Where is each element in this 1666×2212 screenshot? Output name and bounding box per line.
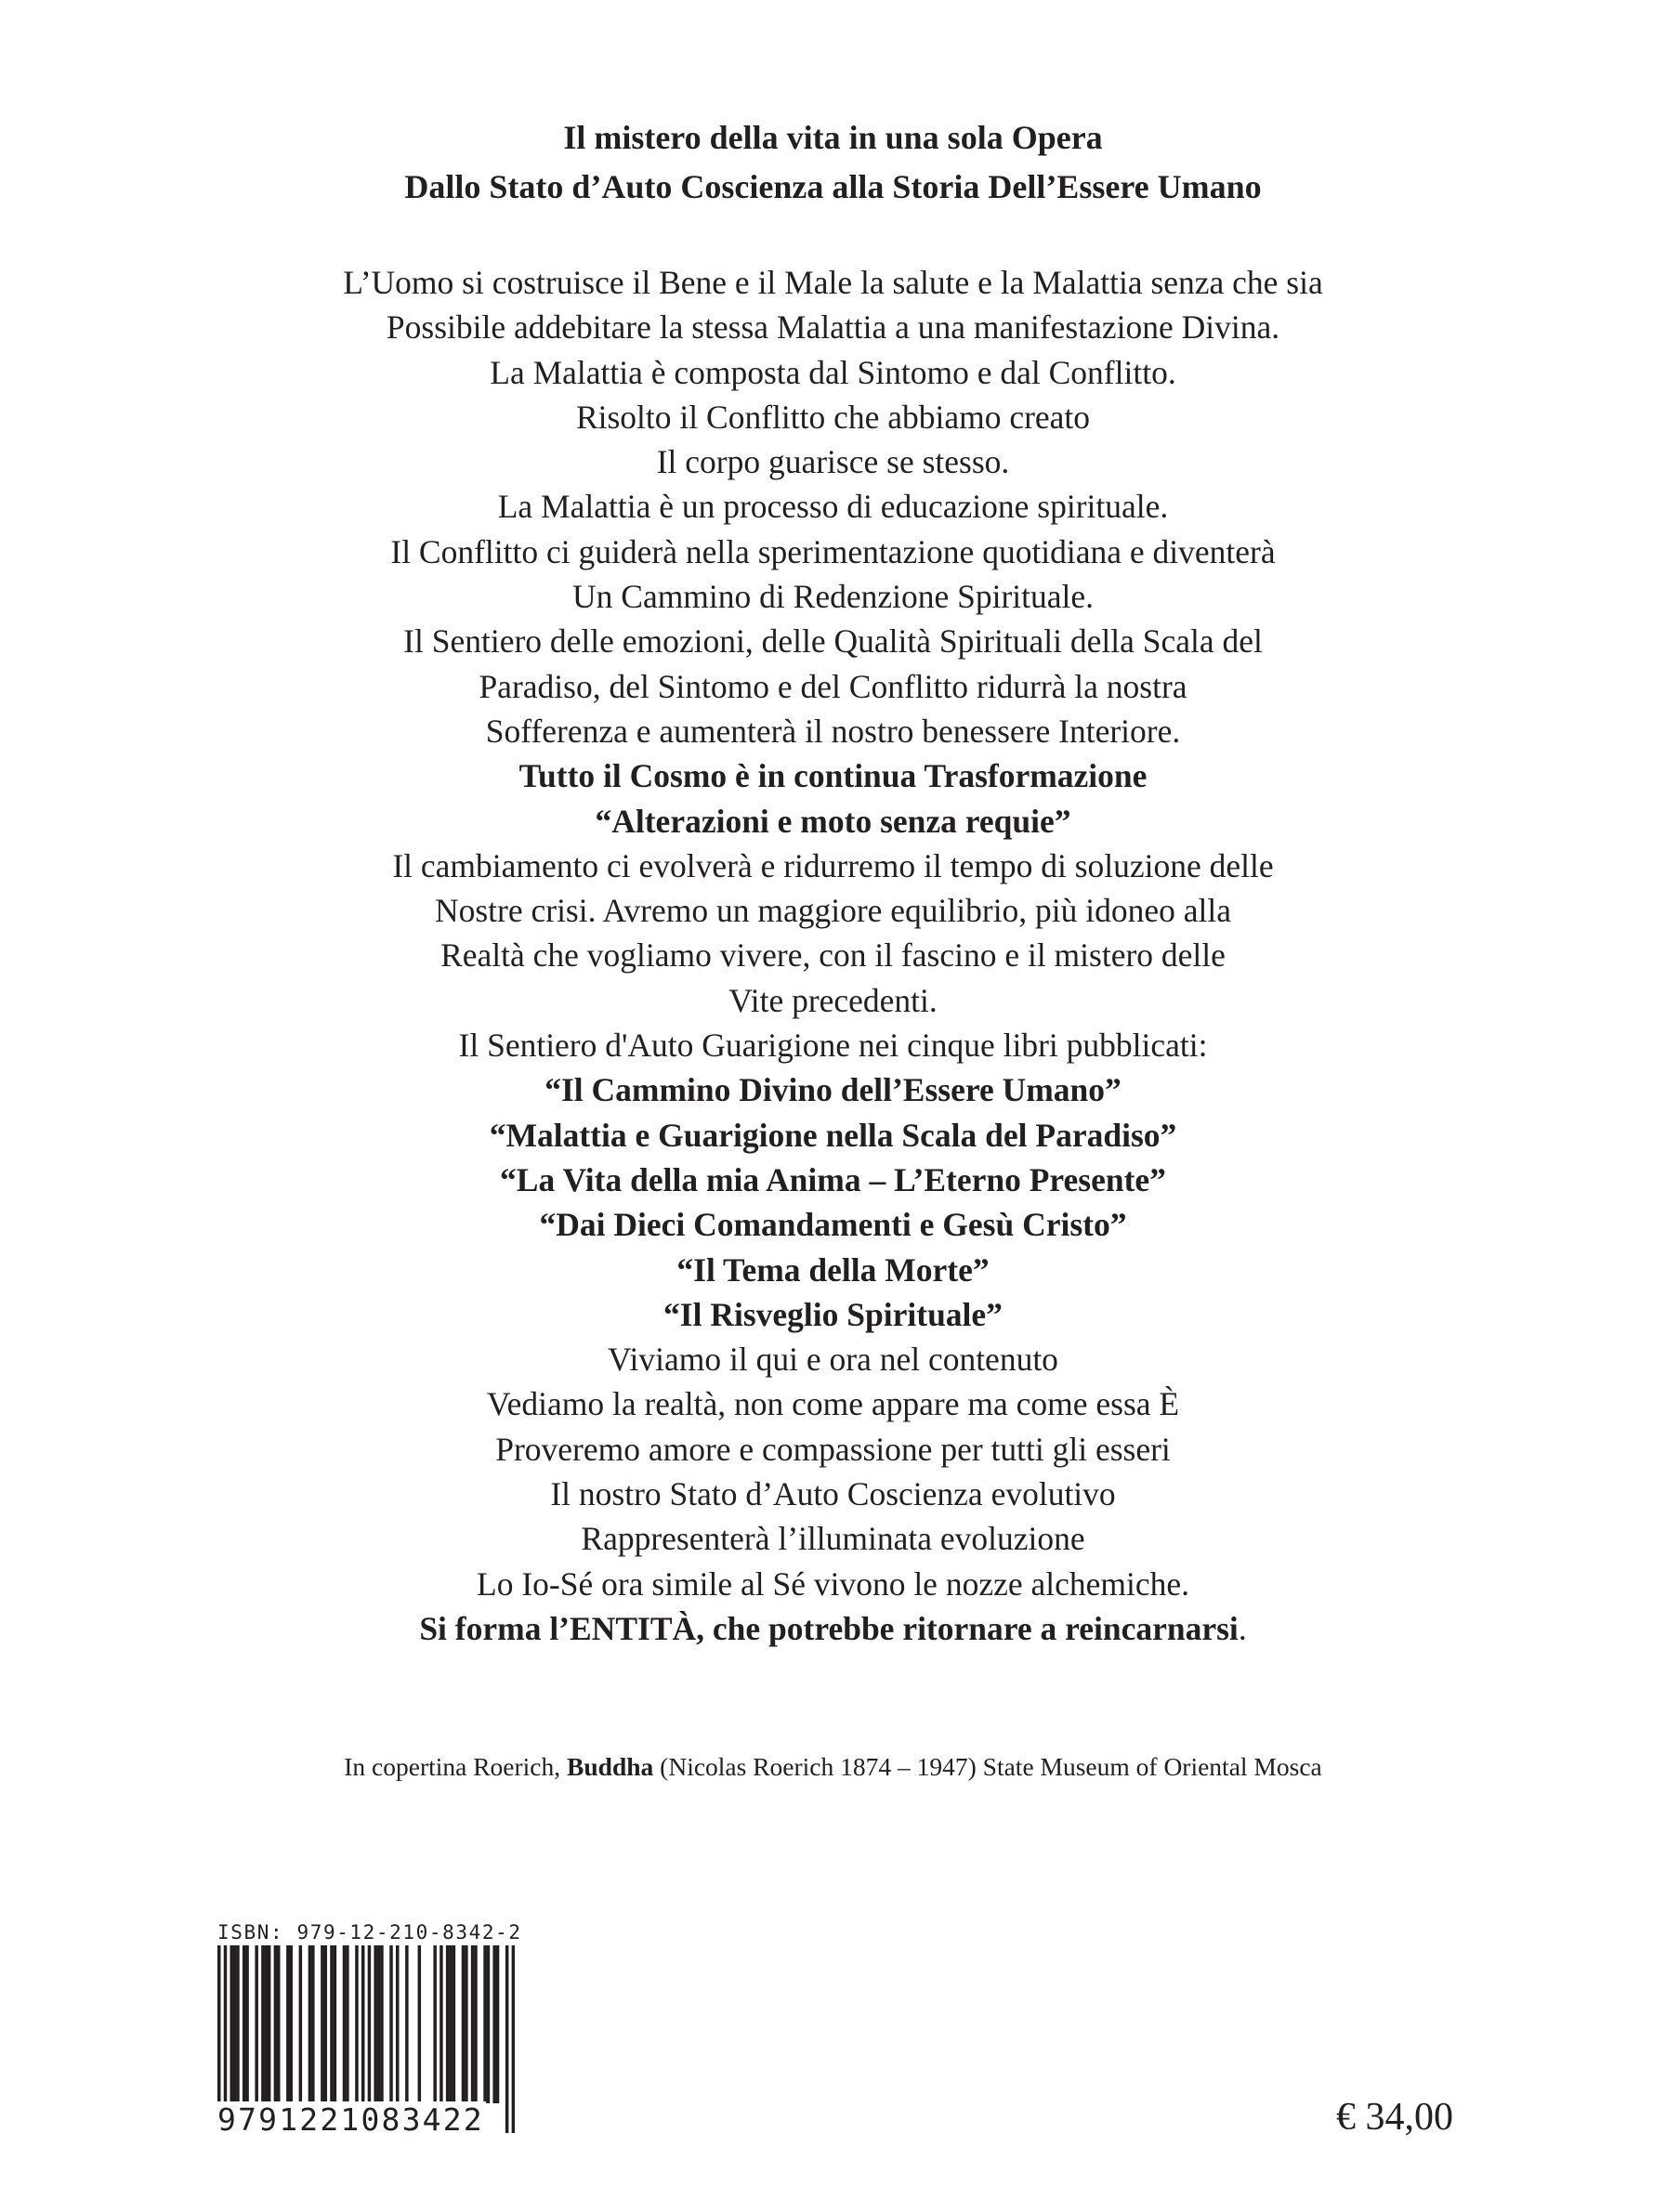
- barcode-bar: [389, 1945, 393, 2103]
- barcode-bar: [243, 1945, 246, 2103]
- barcode-bar: [308, 1945, 312, 2103]
- barcode-bar: [261, 1945, 265, 2103]
- body-line: “Il Risveglio Spirituale”: [663, 1295, 1003, 1333]
- barcode-bar: [433, 1945, 437, 2103]
- barcode-bar: [265, 1945, 269, 2103]
- credit-artwork-title: Buddha: [567, 1752, 654, 1781]
- body-line: La Malattia è composta dal Sintomo e dal Conflitto.: [490, 353, 1176, 391]
- body-line: Il Sentiero delle emozioni, delle Qualità Spirituali della Scala del: [403, 622, 1263, 661]
- closing-line: [0, 1606, 1666, 1651]
- barcode-bar: [346, 1945, 349, 2103]
- barcode-bar: [439, 1945, 443, 2103]
- barcode-bar: [330, 1945, 334, 2103]
- barcode-bar: [311, 1945, 315, 2103]
- body-line: Rappresenterà l’illuminata evoluzione: [581, 1520, 1085, 1558]
- barcode-bar: [334, 1945, 337, 2103]
- barcode-bar: [230, 1945, 233, 2103]
- body-line: Il corpo guarisce se stesso.: [656, 443, 1010, 481]
- barcode-bar: [492, 1945, 496, 2103]
- body-line: Viviamo il qui e ora nel contenuto: [608, 1341, 1058, 1379]
- barcode-bar: [255, 1945, 258, 2103]
- body-line: L’Uomo si costruisce il Bene e il Male la salute e la Malattia senza che sia: [343, 264, 1323, 301]
- body-line: Tutto il Cosmo è in continua Trasformazione: [518, 757, 1148, 795]
- barcode-bar: [286, 1945, 290, 2103]
- barcode-bar: [465, 1945, 468, 2103]
- barcode-bar: [355, 1945, 359, 2103]
- body-line: “Alterazioni e moto senza requie”: [595, 802, 1071, 840]
- barcode-bar: [289, 1945, 293, 2103]
- body-line: Nostre crisi. Avremo un maggiore equilibrio, più idoneo alla: [434, 892, 1232, 930]
- barcode-bar: [268, 1945, 271, 2103]
- body-line: Il Conflitto ci guiderà nella sperimentazione quotidiana e diventerà: [390, 532, 1276, 570]
- barcode-bar: [245, 1945, 249, 2103]
- body-line: Paradiso, del Sintomo e del Conflitto ridurrà la nostra: [479, 667, 1187, 705]
- body-line: Il nostro Stato d’Auto Coscienza evolutivo: [550, 1475, 1116, 1513]
- body-line: “Dai Dieci Comandamenti e Gesù Cristo”: [539, 1206, 1127, 1244]
- barcode-bar: [374, 1945, 377, 2103]
- body-line: Vediamo la realtà, non come appare ma come essa È: [486, 1385, 1180, 1423]
- barcode-bar: [377, 1945, 381, 2103]
- barcode-bar: [453, 1945, 456, 2103]
- barcode-bar: [380, 1945, 384, 2103]
- body-line: “Il Tema della Morte”: [676, 1250, 990, 1289]
- body-text: [0, 260, 1666, 1651]
- heading-title: Il mistero della vita in una sola Opera: [563, 119, 1103, 156]
- body-line: La Malattia è un processo di educazione spirituale.: [497, 488, 1169, 526]
- body-line: “Malattia e Guarigione nella Scala del Paradiso”: [489, 1116, 1177, 1154]
- barcode-bar: [396, 1945, 400, 2103]
- barcode-bar: [496, 1945, 500, 2103]
- barcode-bar: [483, 1945, 487, 2103]
- body-line: Il cambiamento ci evolverà e ridurremo il tempo di soluzione delle: [392, 846, 1274, 884]
- barcode-bar: [449, 1945, 453, 2103]
- barcode-bar: [471, 1945, 475, 2103]
- barcode-bar: [321, 1945, 324, 2103]
- barcode-bar: [418, 1945, 422, 2103]
- body-line: Vite precedenti.: [728, 981, 938, 1019]
- body-line: Proveremo amore e compassione per tutti gli esseri: [495, 1430, 1171, 1468]
- credit-prefix: In copertina Roerich,: [344, 1752, 568, 1781]
- body-line: Sofferenza e aumenterà il nostro benessere Interiore.: [485, 712, 1181, 750]
- body-line: “La Vita della mia Anima – L’Eterno Presente”: [500, 1160, 1166, 1198]
- barcode-bar: [505, 1945, 509, 2133]
- body-line: “Il Cammino Divino dell’Essere Umano”: [544, 1071, 1122, 1109]
- body-line: Possibile addebitare la stessa Malattia a una manifestazione Divina.: [386, 308, 1280, 347]
- barcode-bar: [274, 1945, 278, 2103]
- body-line: Realtà che vogliamo vivere, con il fascino e il mistero delle: [440, 936, 1226, 975]
- closing-line-tail: .: [1238, 1609, 1247, 1647]
- body-line: Risolto il Conflitto che abbiamo creato: [575, 398, 1091, 436]
- barcode-bar: [299, 1945, 303, 2103]
- barcode-bar: [446, 1945, 450, 2103]
- barcode-bar: [462, 1945, 466, 2103]
- credit-suffix: (Nicolas Roerich 1874 – 1947) State Museum of Oriental Mosca: [653, 1752, 1322, 1781]
- body-line: Lo Io-Sé ora simile al Sé vivono le nozze alchemiche.: [477, 1564, 1189, 1603]
- heading-subtitle: Dallo Stato d’Auto Coscienza alla Storia Dell’Essere Umano: [404, 168, 1262, 205]
- barcode-bar: [324, 1945, 328, 2103]
- body-line: Il Sentiero d'Auto Guarigione nei cinque libri pubblicati:: [458, 1027, 1208, 1065]
- barcode-bar: [474, 1945, 478, 2103]
- barcode-bar: [343, 1945, 347, 2103]
- barcode-bar: [277, 1945, 281, 2103]
- isbn-label: ISBN: 979-12-210-8342-2: [217, 1921, 522, 1944]
- barcode-bar: [512, 1945, 515, 2133]
- price: € 34,00: [1336, 2096, 1453, 2139]
- cover-credit: [0, 1750, 1666, 1784]
- closing-line-bold: Si forma l’ENTITÀ, che potrebbe ritornare a reincarnarsi: [419, 1609, 1239, 1647]
- barcode-bar: [236, 1945, 240, 2103]
- barcode-bar: [487, 1945, 491, 2103]
- barcode-bar: [233, 1945, 237, 2103]
- barcode-bar: [405, 1945, 409, 2103]
- body-line: Un Cammino di Redenzione Spirituale.: [572, 578, 1094, 616]
- ean-digits: 9791221083422: [217, 2101, 484, 2138]
